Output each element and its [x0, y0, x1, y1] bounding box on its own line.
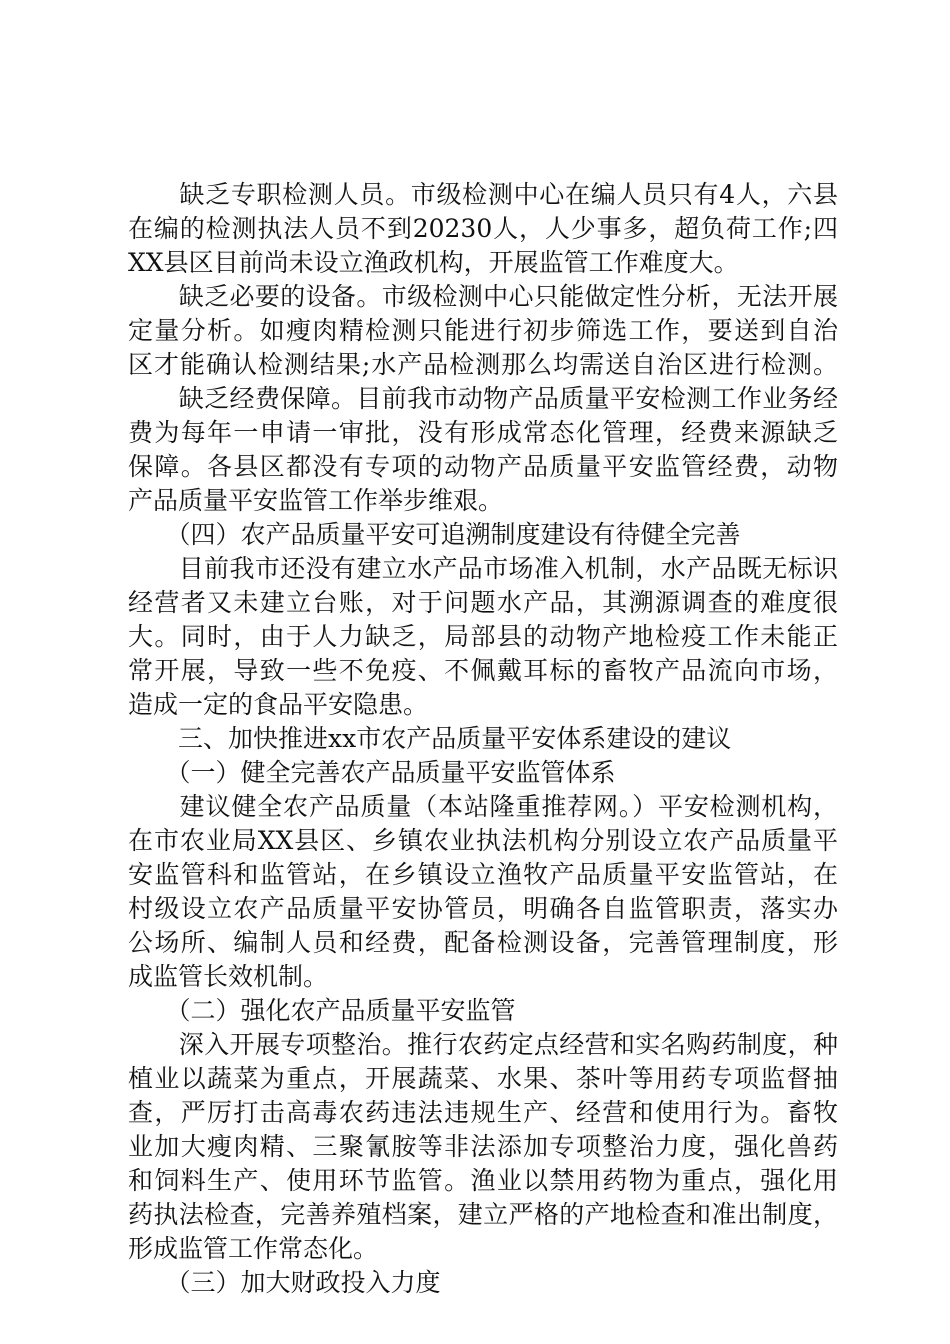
text-line: 药执法检查，完善养殖档案，建立严格的产地检查和准出制度， [128, 1200, 838, 1229]
text-line: 查，严厉打击高毒农药违法违规生产、经营和使用行为。畜牧 [128, 1098, 838, 1127]
text-line: 植业以蔬菜为重点，开展蔬菜、水果、茶叶等用药专项监督抽 [128, 1064, 838, 1093]
text-line: 和饲料生产、使用环节监管。渔业以禁用药物为重点，强化用 [128, 1166, 838, 1195]
text-line: 公场所、编制人员和经费，配备检测设备，完善管理制度，形 [128, 928, 838, 957]
text-line: 目前我市还没有建立水产品市场准入机制，水产品既无标识 [128, 554, 838, 583]
subsection-heading: （一）健全完善农产品质量平安监管体系 [128, 758, 616, 787]
text-line: 缺乏必要的设备。市级检测中心只能做定性分析，无法开展 [128, 282, 838, 311]
section-heading: 三、加快推进xx市农产品质量平安体系建设的建议 [128, 724, 732, 753]
text-line: 安监管科和监管站，在乡镇设立渔牧产品质量平安监管站，在 [128, 860, 838, 889]
text-line: 保障。各县区都没有专项的动物产品质量平安监管经费，动物 [128, 452, 838, 481]
subsection-heading: （三）加大财政投入力度 [128, 1268, 441, 1297]
text-line: XX县区目前尚未设立渔政机构，开展监管工作难度大。 [128, 248, 739, 277]
text-line: 常开展，导致一些不免疫、不佩戴耳标的畜牧产品流向市场， [128, 656, 838, 685]
text-line: 形成监管工作常态化。 [128, 1234, 379, 1263]
text-line: 产品质量平安监管工作举步维艰。 [128, 486, 504, 515]
text-line: 成监管长效机制。 [128, 962, 329, 991]
text-line: 在市农业局XX县区、乡镇农业执法机构分别设立农产品质量平 [128, 826, 838, 855]
text-line: 业加大瘦肉精、三聚氰胺等非法添加专项整治力度，强化兽药 [128, 1132, 838, 1161]
text-line: 经营者又未建立台账，对于问题水产品，其溯源调查的难度很 [128, 588, 838, 617]
text-line: 村级设立农产品质量平安协管员，明确各自监管职责，落实办 [128, 894, 838, 923]
text-line: 费为每年一申请一审批，没有形成常态化管理，经费来源缺乏 [128, 418, 838, 447]
text-line: 造成一定的食品平安隐患。 [128, 690, 429, 719]
text-line: 大。同时，由于人力缺乏，局部县的动物产地检疫工作未能正 [128, 622, 838, 651]
text-line: 定量分析。如瘦肉精检测只能进行初步筛选工作，要送到自治 [128, 316, 838, 345]
text-line: 缺乏经费保障。目前我市动物产品质量平安检测工作业务经 [128, 384, 838, 413]
text-line: 缺乏专职检测人员。市级检测中心在编人员只有4人，六县 [128, 180, 838, 209]
section-heading: （四）农产品质量平安可追溯制度建设有待健全完善 [128, 520, 741, 549]
subsection-heading: （二）强化农产品质量平安监管 [128, 996, 516, 1025]
text-line: 深入开展专项整治。推行农药定点经营和实名购药制度，种 [128, 1030, 838, 1059]
text-line: 建议健全农产品质量（本站隆重推荐网。）平安检测机构， [128, 792, 838, 821]
text-line: 区才能确认检测结果;水产品检测那么均需送自治区进行检测。 [128, 350, 838, 379]
text-line: 在编的检测执法人员不到20230人，人少事多，超负荷工作;四 [128, 214, 838, 243]
